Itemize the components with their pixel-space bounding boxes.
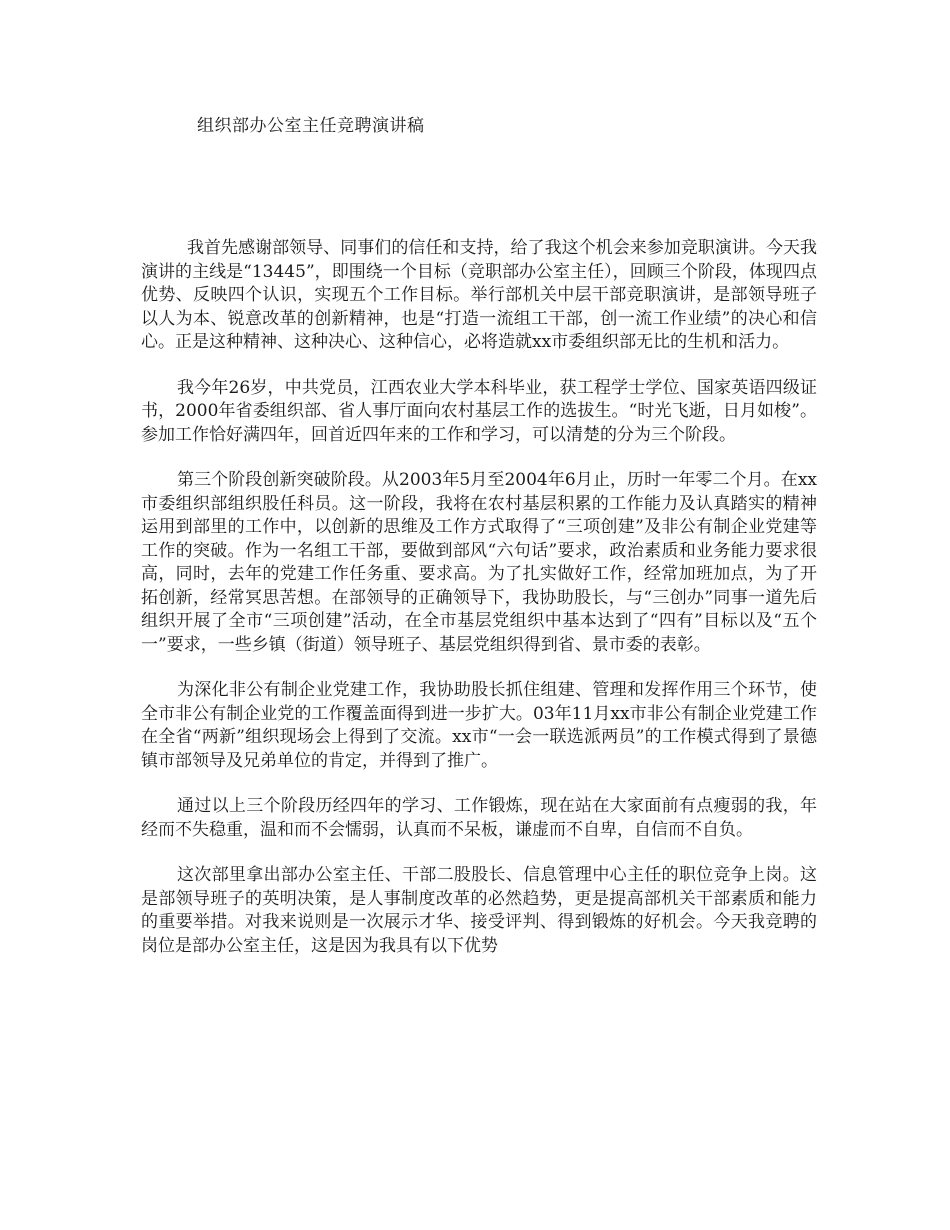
paragraph-intro: 我首先感谢部领导、同事们的信任和支持，给了我这个机会来参加竞职演讲。今天我演讲的主线是“13445”，即围绕一个目标（竞职部办公室主任），回顾三个阶段，体现四点优势、反映四个认识，实现五个工作目标。举行部机关中层干部竞职演讲，是部领导班子以人为本、锐意改革的创新精神，也是“打造一流组工干部，创一流工作业绩”的决心和信心。正是这种精神、这种决心、这种信心，必将造就xx市委组织部无比的生机和活力。 xyxy=(141,238,817,352)
paragraph-position-competition: 这次部里拿出部办公室主任、干部二股股长、信息管理中心主任的职位竞争上岗。这是部领导班子的英明决策，是人事制度改革的必然趋势，更是提高部机关干部素质和能力的重要举措。对我来说则是一次展示才华、接受评判、得到锻炼的好机会。今天我竞聘的岗位是部办公室主任，这是因为我具有以下优势 xyxy=(141,865,817,956)
document-title: 组织部办公室主任竞聘演讲稿 xyxy=(197,116,425,136)
document-body xyxy=(141,237,817,980)
paragraph-third-stage: 第三个阶段创新突破阶段。从2003年5月至2004年6月止，历时一年零二个月。在xx市委组织部组织股任科员。这一阶段，我将在农村基层积累的工作能力及认真踏实的精神运用到部里的工作中，以创新的思维及工作方式取得了“三项创建”及非公有制企业党建等工作的突破。作为一名组工干部，要做到部风“六句话”要求，政治素质和业务能力要求很高，同时，去年的党建工作任务重、要求高。为了扎实做好工作，经常加班加点，为了开拓创新，经常冥思苦想。在部领导的正确领导下，我协助股长，与“三创办”同事一道先后组织开展了全市“三项创建”活动，在全市基层党组织中基本达到了“四有”目标以及“五个一”要求，一些乡镇（街道）领导班子、基层党组织得到省、景市委的表彰。 xyxy=(141,470,817,655)
paragraph-non-public-party-building: 为深化非公有制企业党建工作，我协助股长抓住组建、管理和发挥作用三个环节，使全市非公有制企业党的工作覆盖面得到进一步扩大。03年11月xx市非公有制企业党建工作在全省“两新”组织现场会上得到了交流。xx市“一会一联选派两员”的工作模式得到了景德镇市部领导及兄弟单位的肯定，并得到了推广。 xyxy=(141,680,817,771)
paragraph-self-assessment: 通过以上三个阶段历经四年的学习、工作锻炼，现在站在大家面前有点瘦弱的我，年经而不失稳重，温和而不会懦弱，认真而不呆板，谦虚而不自卑，自信而不自负。 xyxy=(141,796,817,840)
paragraph-personal-background: 我今年26岁，中共党员，江西农业大学本科毕业，获工程学士学位、国家英语四级证书，2000年省委组织部、省人事厅面向农村基层工作的选拔生。“时光飞逝，日月如梭”。参加工作恰好满四年，回首近四年来的工作和学习，可以清楚的分为三个阶段。 xyxy=(141,377,817,445)
